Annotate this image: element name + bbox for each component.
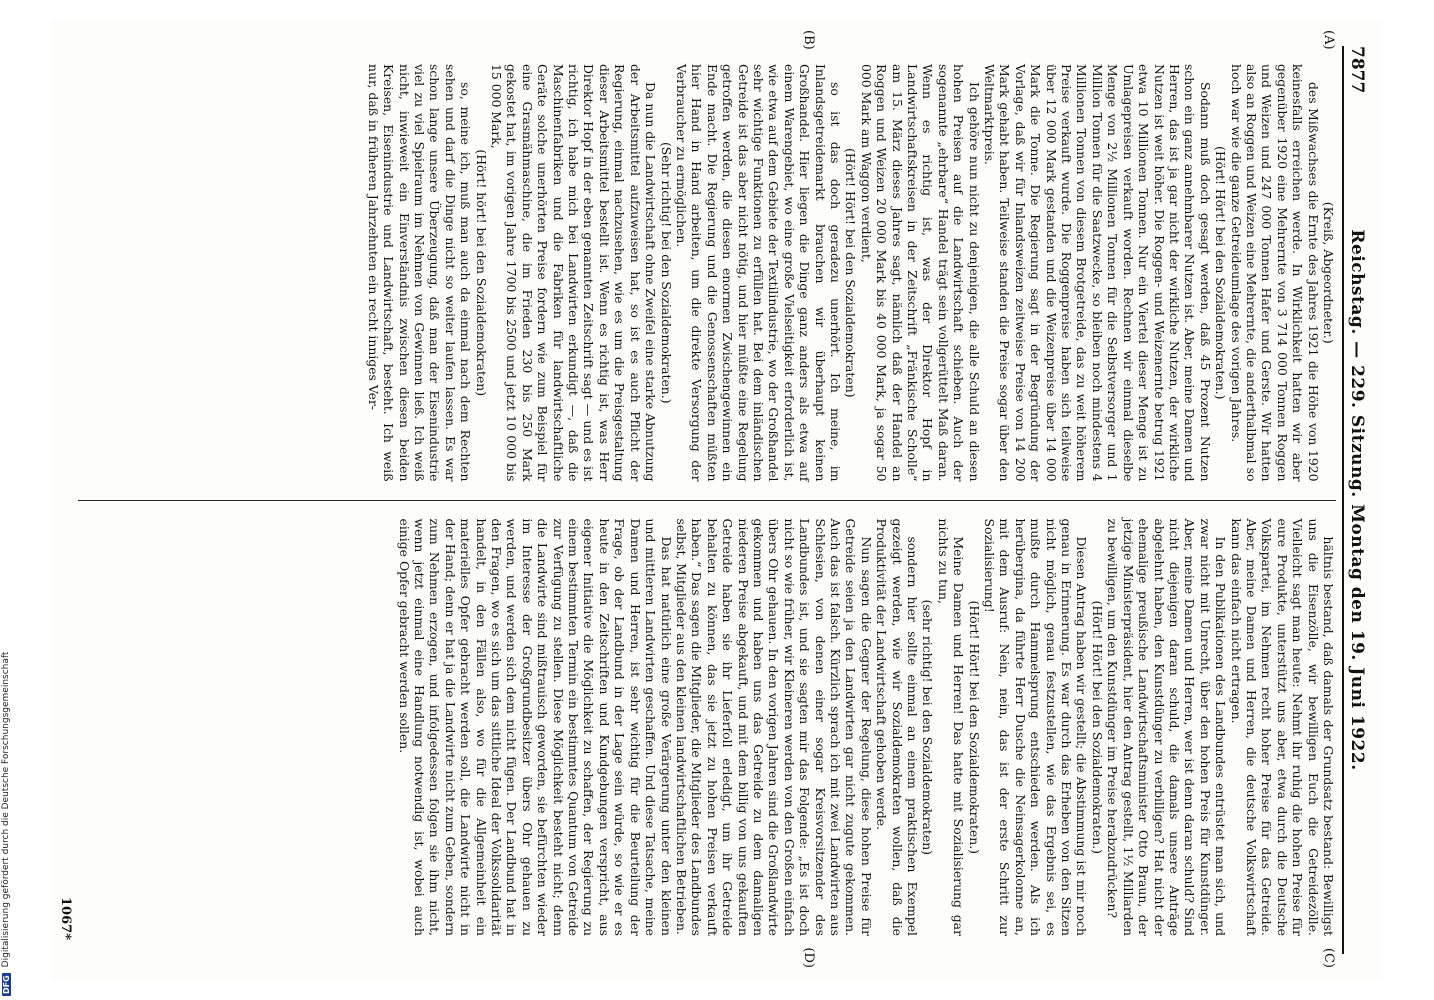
page-number: 7877 xyxy=(1347,46,1367,94)
digitisation-strip xyxy=(0,0,14,1000)
sheet-number: 1067* xyxy=(58,897,73,940)
paragraph: sondern hier sollte einmal an einem praktischen Exempel gezeigt werden, wie wir Sozialdemokraten wollen, daß die Produktivität der Landwirtschaft gehoben werde. xyxy=(874,518,921,936)
paragraph: Ich gehöre nun nicht zu denjenigen, die alle Schuld an diesen hohen Preisen auf die Landwirtschaft schieben. Auch der sogenannte „ehrbare“ Handel trägt sein vollgerüttelt Maß daran. Wenn es richtig ist, was der Direktor Hopf in Landwirtschaftskreisen in der Zeitschrift „Fränkische Scholle“ am 15. März dieses Jahres sagt, nämlich daß der Handel an Roggen und Weizen 20 000 Mark bis 40 000 Mark, ja sogar 50 000 Mark am Waggon verdient, xyxy=(858,64,982,482)
paragraph: (Hört! Hört! bei den Sozialdemokraten.) xyxy=(1089,600,1105,854)
right-column xyxy=(78,500,1336,968)
margin-letter-b: (B) xyxy=(801,30,816,50)
page-header xyxy=(1342,46,1370,954)
digitisation-text: Digitalisierung gefördert durch die Deutsche Forschungsgemeinschaft xyxy=(1,651,11,968)
left-column xyxy=(78,30,1336,500)
paragraph: (Sehr richtig! bei den Sozialdemokraten.) xyxy=(658,141,674,404)
paragraph: so, meine ich, muß man auch da einmal nach dem Rechten sehen und darf die Dinge nicht so weiter laufen lassen. Es war schon lange unsere Überzeugung, daß man der Eisenindustrie viel zu viel Spielraum im Nehmen von Gewinnen ließ. Ich weiß nicht, inwieweit ein Einverständnis zwischen diesen beiden Kreisen, Eisenindustrie und Landwirtschaft, besteht. Ich weiß nur, daß in früheren Jahrzehnten ein recht inniges Ver- xyxy=(365,64,474,482)
paragraph: (Hört! Hört! bei den Sozialdemokraten.) xyxy=(966,600,982,854)
paragraph: so ist das doch geradezu unerhört. Ich meine, im Inlandsgetreidemarkt brauchen wir überhaupt keinen Großhandel. Hier liegen die Dinge ganz anders als etwa auf einem Warengebiet, wo eine große Vielseitigkeit erforderlich ist, wie etwa auf dem Gebiete der Textilindustrie, wo der Großhandel sehr wichtige Funktionen zu erfüllen hat. Bei dem inländischen Getreide ist das aber nicht nötig, und hier müßte eine Regelung getroffen werden, die diesen enormen Zwischengewinnen ein Ende macht. Die Regierung und die Genossenschaften müßten hier Hand in Hand arbeiten, um die direkte Versorgung der Verbraucher zu ermöglichen. xyxy=(673,64,843,482)
paragraph: des Mißwachses die Ernte des Jahres 1921 die Höhe von 1920 keinesfalls erreichen werde. In Wirklichkeit hatten wir aber gegenüber 1920 eine Mehrernte von 3 714 000 Tonnen Roggen und Weizen und 247 000 Tonnen Hafer und Gerste. Wir hatten also an Roggen und Weizen eine Mehrernte, die anderthalbmal so hoch war wie die ganze Getreideumlage des vorigen Jahres. xyxy=(1228,64,1321,482)
page-title: Reichstag. — 229. Sitzung. Montag den 19. Juni 1922. xyxy=(1347,229,1367,771)
margin-letter-d: (D) xyxy=(801,947,816,968)
paragraph: (Hört! hört! bei den Sozialdemokraten) xyxy=(473,149,489,397)
paragraph: Da nun die Landwirtschaft ohne Zweifel eine starke Abnutzung der Arbeitsmittel aufzuweisen hat, so ist es auch Pflicht der Regierung, einmal nachzusehen, wie es um die Preisgestaltung dieser Arbeitsmittel bestellt ist. Wenn es richtig ist, was Herr Direktor Hopf in der eben genannten Zeitschrift sagt — und es ist richtig, ich habe mich bei Landwirten erkundigt —, daß die Maschinenfabriken und die Fabriken für landwirtschaftliche Geräte solche unerhörten Preise fordern wie zum Beispiel für eine Grasmähmaschine, die im Frieden 230 bis 250 Mark gekostet hat, im vorigen Jahre 1700 bis 2500 und jetzt 10 000 bis 15 000 Mark, xyxy=(489,64,659,482)
paragraph: (Hört! Hört! bei den Sozialdemokraten.) xyxy=(1213,146,1229,400)
digitisation-note xyxy=(1,652,11,996)
scanned-page xyxy=(52,20,1382,980)
paragraph: Diesen Antrag haben wir gestellt; die Abstimmung ist mir noch genau in Erinnerung. Es war durch das Erheben von den Sitzen nicht möglich, genau festzustellen, wie das Ergebnis sei, es mußte durch Hammelsprung entschieden werden. Als ich herübergina, da führte Herr Dusche die Neinsagerkolonne an, mit dem Ausruf: Nein, nein, das ist der erste Schritt zur Sozialisierung! xyxy=(982,518,1090,936)
paragraph: In den Publikationen des Landbundes entrüstet man sich, und zwar nicht mit Unrecht, über den hohen Preis für Kunstdünger. Aber, meine Damen und Herren, wer ist denn daran schuld? Sind nicht diejenigen daran schuld, die damals unsere Anträge abgelehnt haben, den Kunstdünger zu verbilligen? Hat nicht der ehemalige preußische Landwirtschaftsminister Otto Braun, der jetzige Ministerpräsident, hier den Antrag gestellt, 1½ Milliarden zu bewilligen, um den Kunstdünger im Preise herabzudrücken? xyxy=(1105,518,1229,936)
speaker-label: (Kreiß, Abgeordneter.) xyxy=(1321,201,1336,344)
paragraph: Nun sagen die Gegner der Regelung, diese hohen Preise für Getreide seien ja den Landwirten gar nicht zugute gekommen. Auch das ist falsch. Kürzlich sprach ich mit zwei Landwirten aus Schlesien, von denen einer sogar Kreisvorsitzender des Landbundes ist, und sie sagten mir das Folgende: „Es ist doch nicht so wie früher, wir Kleineren werden von den Großen einfach übers Ohr gehauen. In den vorigen Jahren sind die Großlandwirte gekommen und haben uns das Getreide zu dem damaligen niederen Preise abgekauft, und mit dem billig von uns gekauften Getreide haben sie ihr Lieferfoll erledigt, um ihr Getreide behalten zu können, das sie jetzt zu hohen Preisen verkauft haben.“ Das sagen die Mitglieder, die Mitglieder des Landbundes selbst, Mitglieder aus den kleinen landwirtschaftlichen Betrieben. xyxy=(673,518,874,936)
margin-letter-a: (A) xyxy=(1321,30,1336,50)
paragraph: (sehr richtig! bei den Sozialdemokraten) xyxy=(920,599,936,856)
left-column-text xyxy=(365,64,1320,482)
paragraph: hältnis bestand, daß damals der Grundsatz bestand: Bewilligst uns die Eisenzölle, wir bewilligen Euch die Getreidezölle. Vielleicht sagt man heute: Nehmt ihr ruhig die hohen Preise für eure Produkte, unterstützt uns aber, etwa durch die Deutsche Volkspartei, im Nehmen recht hoher Preise für das Getreide. Aber, meine Damen und Herren, die deutsche Volkswirtschaft kann das einfach nicht ertragen. xyxy=(1228,518,1336,936)
text-columns xyxy=(78,30,1336,968)
paragraph: (Hört! Hört! bei den Sozialdemokraten) xyxy=(843,147,859,398)
paragraph: Meine Damen und Herren! Das hatte mit Sozialisierung gar nichts zu tun, xyxy=(935,518,967,936)
margin-letter-c: (C) xyxy=(1321,947,1336,968)
paragraph: Sodann muß doch gesagt werden, daß 45 Prozent Nutzen schon ein ganz annehmbarer Nutzen ist. Aber, meine Damen und Herren, das ist ja gar nicht der wirkliche Nutzen, der wirkliche Nutzen ist weit höher. Die Roggen- und Weizenernte betrug 1921 etwa 10 Millionen Tonnen. Nur ein Viertel dieser Menge ist zu Umlagepreisen verkauft worden. Rechnen wir einmal dieselbe Menge von 2½ Millionen Tonnen für die Selbstversorger und 1 Million Tonnen für die Saatzwecke, so bleiben noch mindestens 4 Millionen Tonnen von diesem Brotgetreide, das zu weit höherem Preise verkauft wurde. Die Roggenpreise haben sich teilweise über 12 000 Mark gestanden und die Weizenpreise über 14 000 Mark die Tonne. Die Regierung sagt in der Begründung der Vorlage, daß wir für Inlandsweizen zeitweise Preise von 14 200 Mark gehabt haben. Teilweise standen die Preise sogar über den Weltmarktpreis. xyxy=(982,64,1213,482)
dfg-logo: DFG xyxy=(1,975,11,994)
right-column-text xyxy=(396,519,1336,937)
paragraph: Das hat natürlich eine große Verärgerung unter den kleinen und mittleren Landwirten geschaffen. Und diese Tatsache, meine Damen und Herren, ist sehr wichtig für die Beurteilung der Frage, ob der Landbund in der Lage sein würde, so wie er es heute in den Zeitschriften und Kundgebungen verspricht, aus eigener Initiative die Möglichkeit zu schaffen, der Regierung zu einem bestimmten Termin ein bestimmtes Quantum von Getreide zur Verfügung zu stellen. Diese Möglichkeit besteht nicht; denn die Landwirte sind mißtrauisch geworden, sie befürchten wieder im Interesse der Großgrundbesitzer übers Ohr gehauen zu werden, und werden sich dem nicht fügen. Der Landbund hat in den Fragen, wo es sich um das sittliche Ideal der Volkssolidarität handelt, in den Fällen also, wo für die Allgemeinheit ein materielles Opfer gebracht werden soll, die Landwirte nicht in der Hand; denn er hat ja die Landwirte nicht zum Geben, sondern zum Nehmen erzogen, und infolgedessen folgen sie ihm nicht, wenn jetzt einmal eine Handlung notwendig ist, wobei auch einige Opfer gebracht werden sollen. xyxy=(396,518,674,936)
